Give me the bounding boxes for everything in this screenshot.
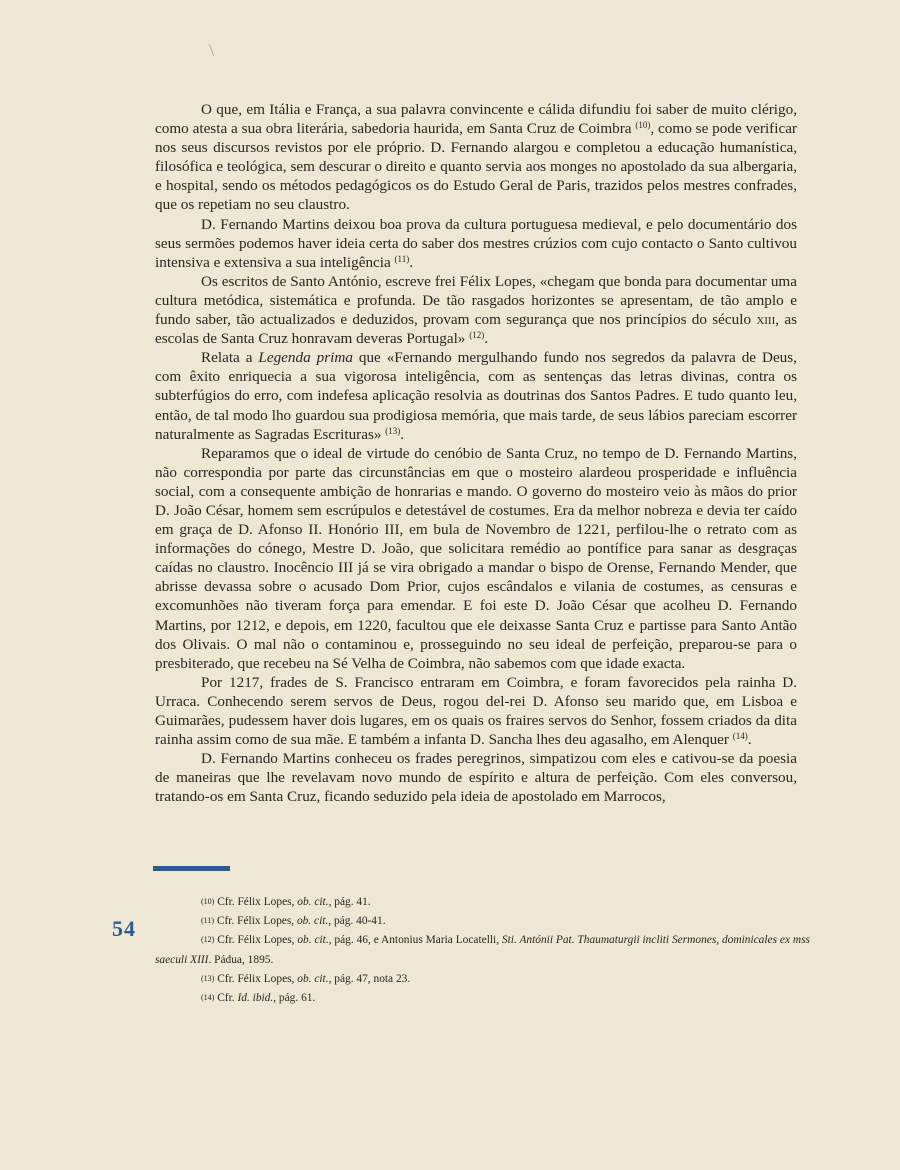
- paragraph: [155, 215, 797, 272]
- page-number: 54: [112, 916, 136, 941]
- paragraph: [155, 444, 797, 673]
- text-run: , as escolas de Santa Cruz honravam deveras Portugal»: [155, 311, 797, 348]
- footnote-reference-number: 14: [735, 731, 745, 742]
- footnote: [155, 970, 810, 989]
- footnote: [155, 989, 810, 1008]
- paragraph: [155, 100, 797, 215]
- text-run: D. Fernando Martins conheceu os frades peregrinos, simpatizou com eles e cativou-se da poesia de maneiras que lhe revelavam novo mundo de espírito e altura de perfeição. Com eles conversou, tratando-os em Santa Cruz, ficando seduzido pela ideia de apostolado em Marrocos,: [155, 750, 797, 806]
- text-run: Cfr.: [217, 992, 238, 1005]
- italic-text: ob. cit.: [297, 934, 329, 947]
- text-run: Reparamos que o ideal de virtude do cenóbio de Santa Cruz, no tempo de D. Fernando Martins, não correspondia por parte das circunstâncias em que o mosteiro alardeou prosperidade e influência social, com a consequente ambição de honrarias e mando. O governo do mosteiro veio às mãos do prior D. João César, homem sem escrúpulos e detestável de costumes. Era da melhor nobreza e devia ter caído em graça de D. Afonso II. Honório III, em bula de Novembro de 1221, perfilou-lhe o retrato com as informações do cónego, Mestre D. João, que solicitara remédio ao pontífice para sanar as desgraças caídas no claustro. Inocêncio III já se vira obrigado a mandar o bispo de Orense, Fernando Mender, que abrisse devassa sobre o acusado Dom Prior, cujos escândalos e vilania de costumes, as censuras e excomunhões não tiveram força para emendar. E foi este D. João César que acolheu D. Fernando Martins, por 1212, e depois, em 1220, facultou que ele deixasse Santa Cruz e partisse para Santo Antão dos Olivais. O mal não o contaminou e, prosseguindo no seu ideal de perfeição, preparou-se para o presbiterado, que recebeu na Sé Velha de Coimbra, não sabemos com que idade exacta.: [155, 444, 797, 672]
- paragraph: [155, 348, 797, 443]
- text-run: , pág. 40-41.: [328, 915, 386, 928]
- text-run: .: [484, 330, 488, 348]
- text-run: O que, em Itália e França, a sua palavra convincente e cálida difundiu foi saber de muito clérigo, como atesta a sua obra literária, sabedoria haurida, em Santa Cruz de Coimbra: [155, 101, 797, 138]
- footnote-reference: (14): [732, 731, 748, 742]
- footnote-marker: (12): [201, 935, 215, 945]
- footnote-number: 12: [203, 935, 212, 945]
- footnote-number: 14: [203, 993, 212, 1003]
- footnote-reference: (12): [469, 330, 485, 341]
- text-run: Cfr. Félix Lopes,: [216, 915, 297, 928]
- text-run: , pág. 41.: [328, 896, 371, 908]
- text-run: Relata a: [201, 349, 259, 367]
- text-run: .: [409, 253, 414, 271]
- text-run: , pág. 61.: [273, 992, 316, 1005]
- body-text: [155, 100, 797, 806]
- footnote-reference-number: 12: [472, 330, 482, 341]
- footnote-number: 10: [203, 897, 212, 906]
- footnotes: [155, 893, 810, 1008]
- footnote-reference: (10): [635, 120, 651, 131]
- text-run: D. Fernando Martins deixou boa prova da cultura portuguesa medieval, e pelo documentário dos seus sermões podemos haver ideia certa do saber dos mestres crúzios com cujo contacto o Santo cultivou intensiva e extensiva a sua inteligência: [155, 215, 797, 271]
- text-run: , pág. 46, e Antonius Maria Locatelli,: [328, 934, 502, 947]
- italic-text: Id. ibid.: [237, 992, 274, 1005]
- text-run: , pág. 47, nota 23.: [328, 972, 411, 985]
- stray-mark: [209, 44, 214, 56]
- text-run: Por 1217, frades de S. Francisco entraram em Coimbra, e foram favorecidos pela rainha D. Urraca. Conhecendo serem servos de Deus, rogou del-rei D. Afonso seu marido que, em Lisboa e Guimarães, pudessem haver dois lugares, em os quais os fraires servos do Senhor, fossem criados da dita rainha assim como de sua mãe. E também a infanta D. Sancha lhes deu agasalho, em Alenquer: [155, 673, 797, 749]
- italic-text: Sti. Antónii Pat. Thaumaturgii incliti Sermones, dominicales ex mss saeculi XIII: [155, 934, 810, 966]
- small-caps-text: xiii: [756, 311, 776, 329]
- text-run: .: [747, 731, 752, 749]
- text-run: Os escritos de Santo António, escreve frei Félix Lopes, «chegam que bonda para documentar uma cultura metódica, sistemática e profunda. De tão rasgados horizontes se apresentam, de tão amplo e fundo saber, tão actualizados e deduzidos, provam com segurança que nos princípios do século: [155, 272, 797, 329]
- italic-text: ob. cit.: [296, 915, 329, 928]
- paragraph: [155, 749, 797, 806]
- italic-text: ob. cit.: [297, 896, 329, 908]
- footnote-reference-number: 13: [388, 425, 398, 436]
- text-run: Cfr. Félix Lopes,: [217, 972, 298, 985]
- text-run: Cfr. Félix Lopes,: [217, 934, 298, 947]
- italic-text: Legenda prima: [258, 349, 353, 367]
- text-run: , como se pode verificar nos seus discursos revistos por ele próprio. D. Fernando alargou e completou a educação humanística, filosófica e teológica, sem descurar o direito e quanto servia aos monges no apostolado da sua albergaria, e hospital, sendo os métodos pedagógicos os do Estudo Geral de Paris, trazidos pelos mestres confrades, que os repetiam no seu claustro.: [155, 120, 797, 214]
- footnote-marker: (10): [201, 897, 215, 906]
- footnote-reference: (11): [394, 253, 410, 264]
- footnote: [155, 893, 810, 912]
- footnote-number: 13: [203, 973, 212, 983]
- paragraph: [155, 272, 797, 348]
- footnote-separator-rule: [153, 866, 230, 871]
- footnote-reference: (13): [385, 425, 401, 436]
- footnote-reference-number: 11: [397, 253, 407, 264]
- text-run: . Pádua, 1895.: [208, 953, 274, 966]
- footnote-number: 11: [203, 916, 212, 926]
- text-run: que «Fernando mergulhando fundo nos segredos da palavra de Deus, com êxito enriquecia a sua vigorosa inteligência, com as sentenças das letras divinas, contra os subterfúgios do erro, com indefesa aplicação resolvia as doutrinas dos Santos Padres. E tudo quanto leu, então, de tal modo lho guardou sua prodigiosa memória, que mais tarde, de seus lábios pareciam escorrer naturalmente as Sagradas Escrituras»: [155, 349, 797, 443]
- paragraph: [155, 673, 797, 749]
- footnote-marker: (14): [201, 993, 215, 1003]
- italic-text: ob. cit.: [297, 972, 329, 985]
- footnote: [155, 912, 810, 931]
- footnote-reference-number: 10: [638, 120, 648, 131]
- text-run: .: [400, 425, 405, 443]
- footnote-marker: (11): [201, 916, 215, 926]
- footnote: [155, 931, 810, 969]
- text-run: Cfr. Félix Lopes,: [217, 896, 298, 908]
- footnote-marker: (13): [201, 973, 215, 983]
